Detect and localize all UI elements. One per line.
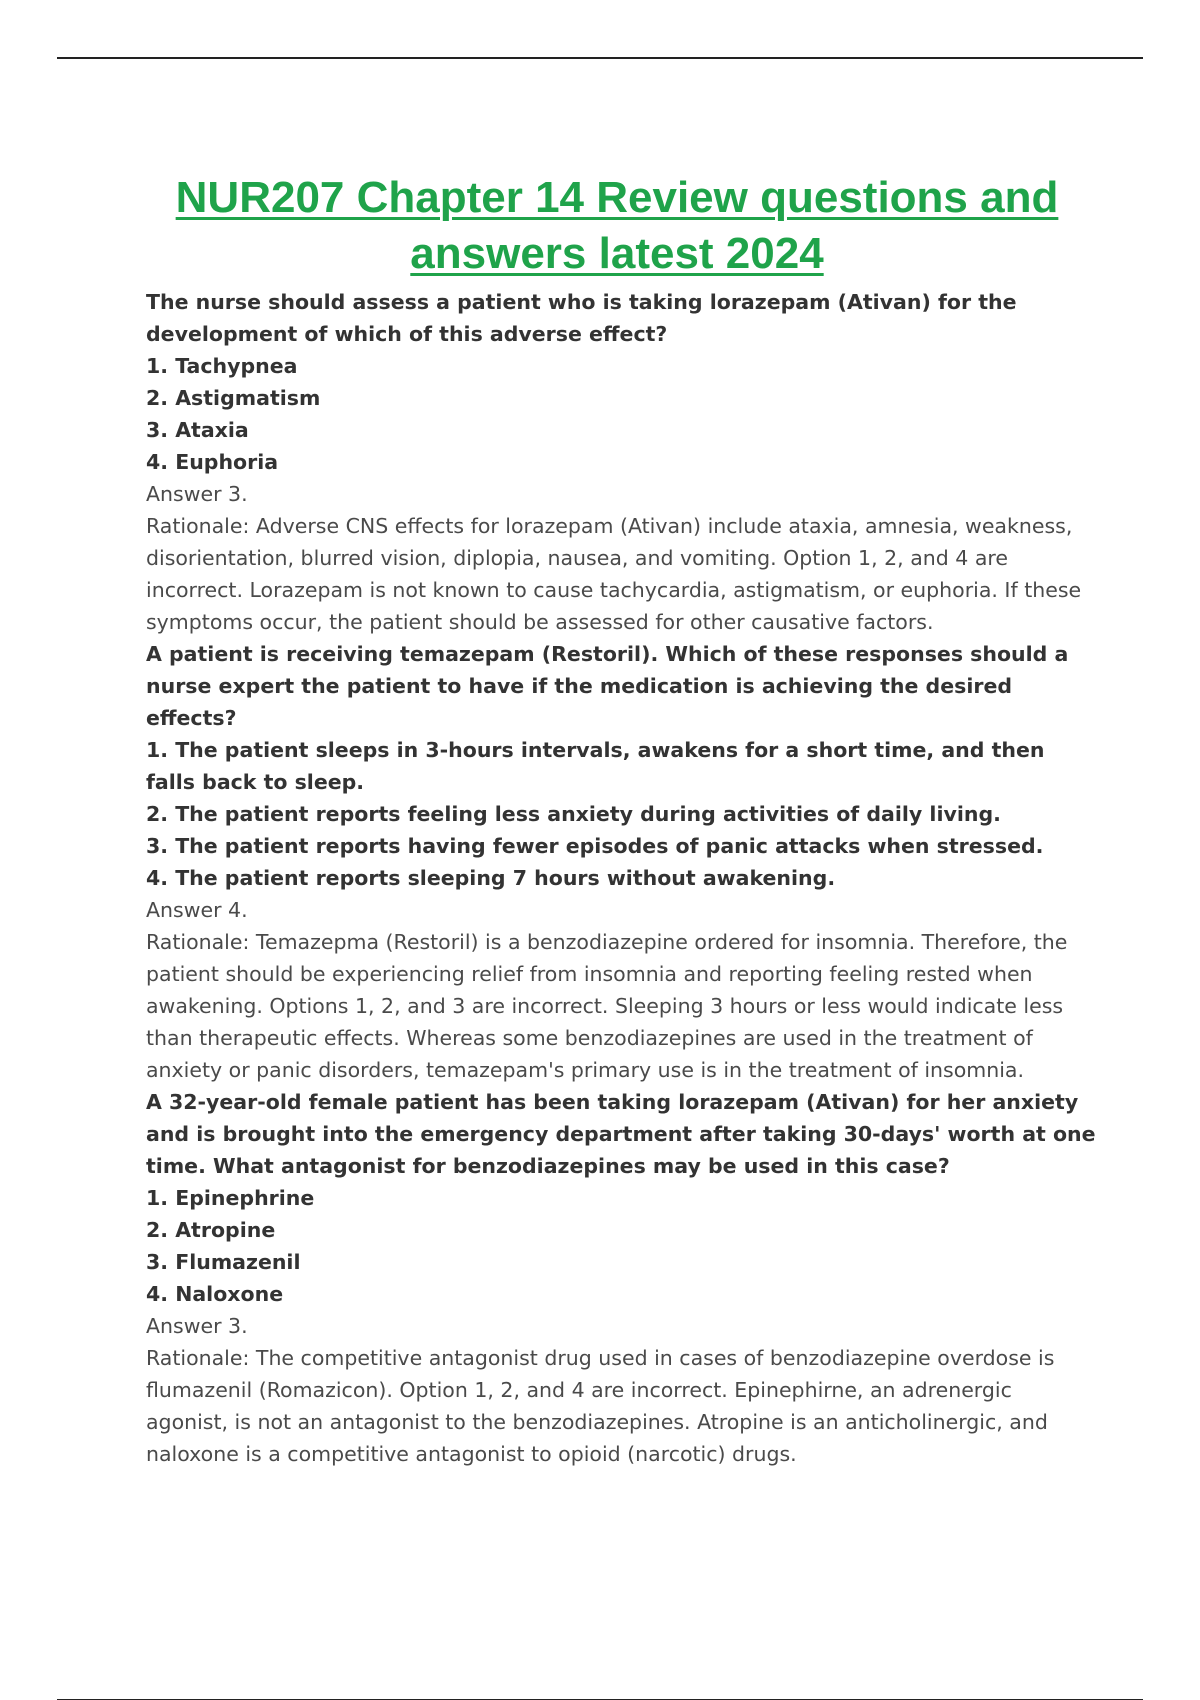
question-2-option-3: 3. The patient reports having fewer episodes of panic attacks when stressed. — [146, 834, 1044, 858]
question-1-option-4: 4. Euphoria — [146, 450, 279, 474]
question-2-rationale: Rationale: Temazepma (Restoril) is a benzodiazepine ordered for insomnia. Therefore, the patient should be experiencing relief from insomnia and reporting feeling rested when awakening. Options 1, 2, and 3 are incorrect. Sleeping 3 hours or less would indicate less than therapeutic effects. Whereas some benzodiazepines are used in the treatment of anxiety or panic disorders, temazepam's primary use is in the treatment of insomnia. — [146, 930, 1068, 1082]
question-2-option-2: 2. The patient reports feeling less anxiety during activities of daily living. — [146, 802, 1001, 826]
qa-content — [146, 286, 1096, 1470]
question-3-option-1: 1. Epinephrine — [146, 1186, 315, 1210]
question-2-answer: Answer 4. — [146, 898, 248, 922]
question-2-option-4: 4. The patient reports sleeping 7 hours without awakening. — [146, 866, 836, 890]
question-3: A 32-year-old female patient has been taking lorazepam (Ativan) for her anxiety and is brought into the emergency department after taking 30-days' worth at one time. What antagonist for benzodiazepines may be used in this case? — [146, 1090, 1096, 1178]
question-1: The nurse should assess a patient who is taking lorazepam (Ativan) for the development of which of this adverse effect? — [146, 290, 1017, 346]
question-1-option-3: 3. Ataxia — [146, 418, 249, 442]
question-1-rationale: Rationale: Adverse CNS effects for lorazepam (Ativan) include ataxia, amnesia, weakness, disorientation, blurred vision, diplopia, nausea, and vomiting. Option 1, 2, and 4 are incorrect. Lorazepam is not known to cause tachycardia, astigmatism, or euphoria. If these symptoms occur, the patient should be assessed for other causative factors. — [146, 514, 1082, 634]
question-3-option-4: 4. Naloxone — [146, 1282, 284, 1306]
question-1-option-2: 2. Astigmatism — [146, 386, 321, 410]
question-3-answer: Answer 3. — [146, 1314, 248, 1338]
question-3-option-2: 2. Atropine — [146, 1218, 276, 1242]
document-title — [100, 170, 1134, 282]
question-3-rationale: Rationale: The competitive antagonist drug used in cases of benzodiazepine overdose is flumazenil (Romazicon). Option 1, 2, and 4 are incorrect. Epinephirne, an adrenergic agonist, is not an antagonist to the benzodiazepines. Atropine is an anticholinergic, and naloxone is a competitive antagonist to opioid (narcotic) drugs. — [146, 1346, 1055, 1466]
title-line-2: answers latest 2024 — [410, 229, 824, 278]
question-2: A patient is receiving temazepam (Restoril). Which of these responses should a nurse expert the patient to have if the medication is achieving the desired effects? — [146, 642, 1069, 730]
title-line-1: NUR207 Chapter 14 Review questions and — [175, 173, 1059, 222]
question-3-option-3: 3. Flumazenil — [146, 1250, 301, 1274]
question-2-option-1: 1. The patient sleeps in 3-hours intervals, awakens for a short time, and then falls back to sleep. — [146, 738, 1045, 794]
question-1-answer: Answer 3. — [146, 482, 248, 506]
top-rule — [57, 57, 1143, 59]
question-1-option-1: 1. Tachypnea — [146, 354, 298, 378]
